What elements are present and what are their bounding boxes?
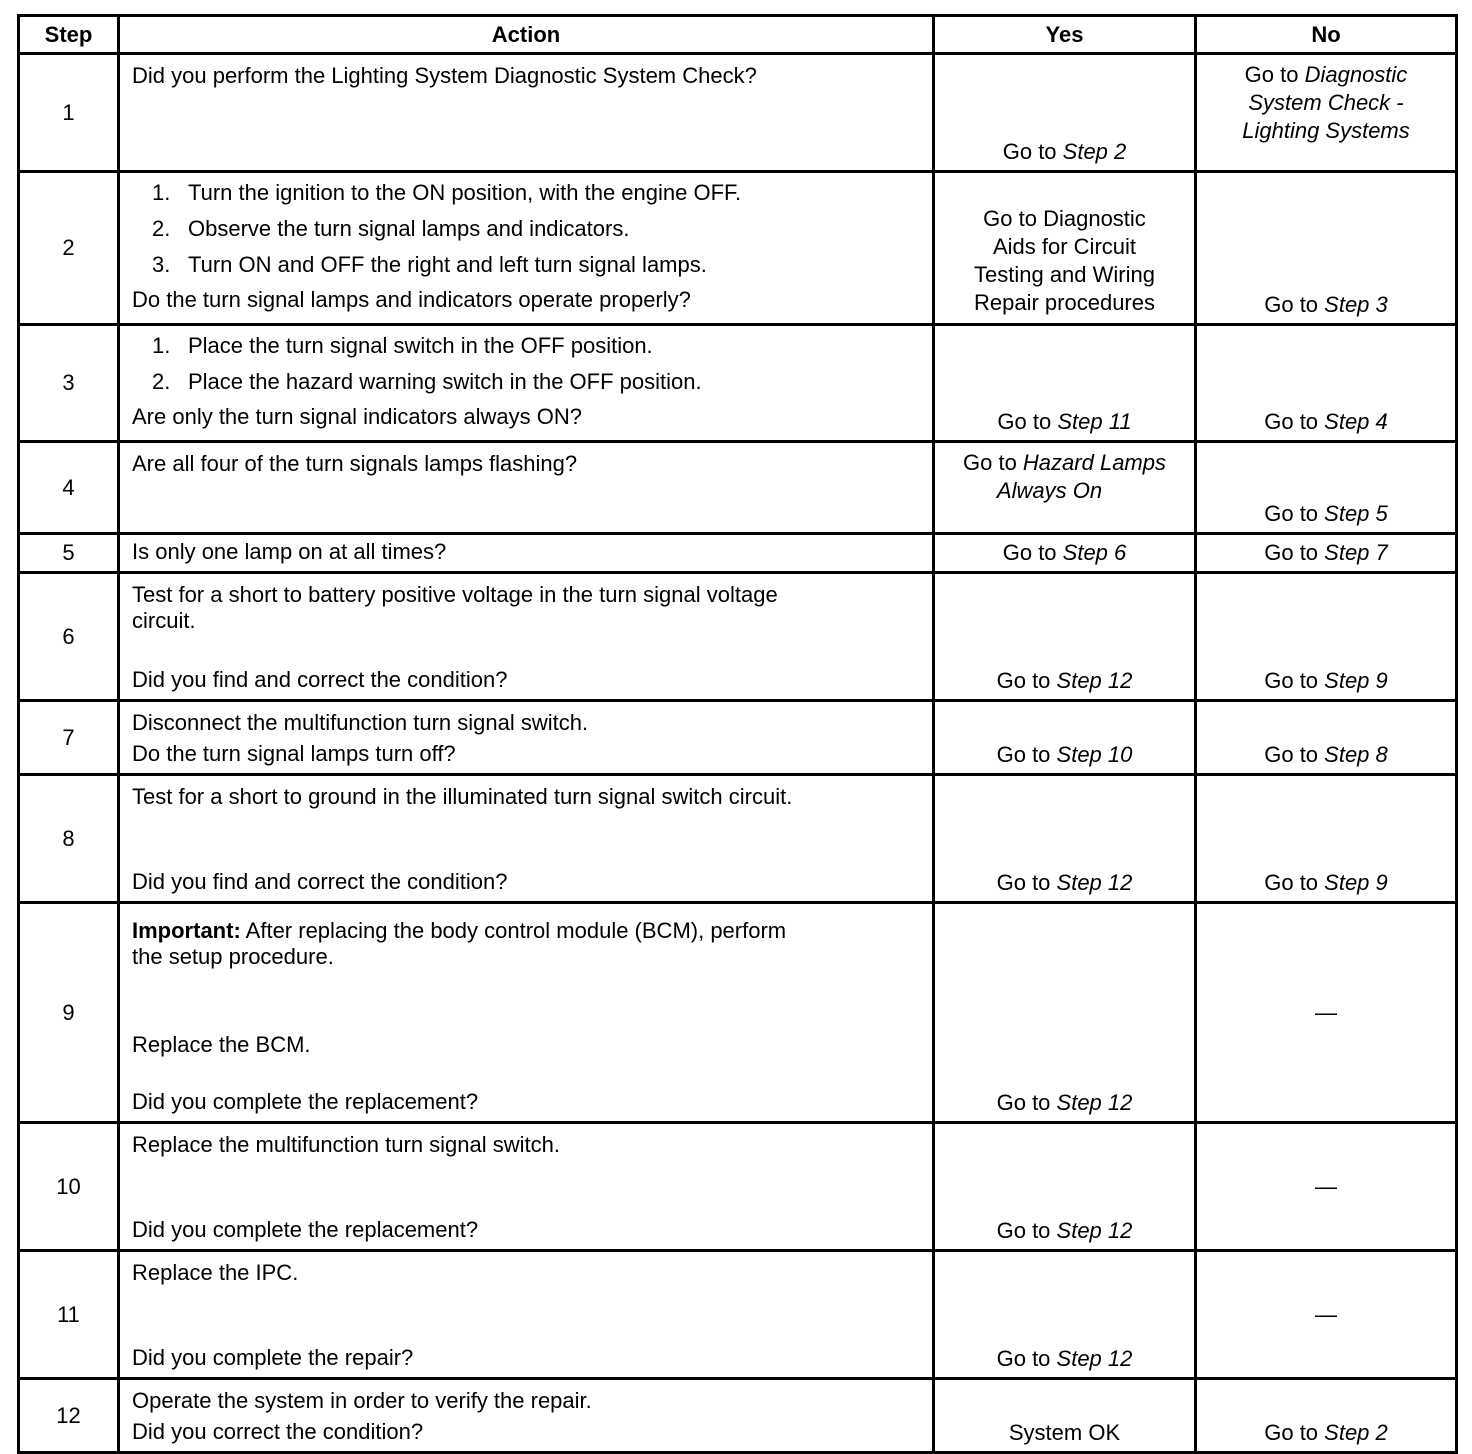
- header-yes: Yes: [934, 16, 1196, 54]
- action-text-line: Test for a short to battery positive voltage in the turn signal voltage: [132, 582, 778, 607]
- table-row: [19, 325, 1457, 442]
- yes-cell: [934, 442, 1196, 534]
- action-cell: [119, 442, 934, 534]
- table-row: [19, 775, 1457, 903]
- table-row: [19, 1379, 1457, 1453]
- no-dash: —: [1315, 999, 1337, 1025]
- no-cell: [1196, 775, 1457, 903]
- yes-goto[interactable]: Go to Step 12: [996, 1346, 1133, 1371]
- step-number: 4: [19, 442, 119, 534]
- yes-cell: [934, 701, 1196, 775]
- no-cell: [1196, 172, 1457, 325]
- no-goto[interactable]: Go to Diagnostic System Check - Lighting Systems: [1242, 62, 1410, 143]
- step-number: 2: [19, 172, 119, 325]
- action-cell: [119, 325, 934, 442]
- yes-cell: [934, 325, 1196, 442]
- header-step: Step: [19, 16, 119, 54]
- yes-cell: [934, 172, 1196, 325]
- action-question: Did you correct the condition?: [132, 1419, 424, 1444]
- no-cell: [1196, 1123, 1457, 1251]
- step-number: 8: [19, 775, 119, 903]
- table-row: [19, 172, 1457, 325]
- yes-goto[interactable]: Go to Step 6: [1002, 540, 1127, 565]
- action-text: Is only one lamp on at all times?: [132, 539, 447, 564]
- header-action: Action: [119, 16, 934, 54]
- yes-cell: [934, 1123, 1196, 1251]
- header-no: No: [1196, 16, 1457, 54]
- list-item: 2. Observe the turn signal lamps and indicators.: [152, 216, 630, 241]
- no-cell: [1196, 325, 1457, 442]
- list-item: 1. Place the turn signal switch in the OFF position.: [152, 333, 653, 358]
- step-number: 6: [19, 573, 119, 701]
- step-number: 5: [19, 534, 119, 573]
- yes-goto[interactable]: Go to Step 12: [996, 870, 1133, 895]
- action-cell: [119, 534, 934, 573]
- action-question: Did you complete the replacement?: [132, 1217, 479, 1242]
- no-cell: [1196, 903, 1457, 1123]
- yes-cell: [934, 1379, 1196, 1453]
- action-cell: [119, 1123, 934, 1251]
- table-row: [19, 1251, 1457, 1379]
- action-text: Disconnect the multifunction turn signal switch.: [132, 710, 589, 735]
- no-goto[interactable]: Go to Step 5: [1264, 501, 1388, 526]
- no-goto[interactable]: Go to Step 2: [1264, 1420, 1388, 1445]
- action-cell: [119, 54, 934, 172]
- yes-goto[interactable]: Go to Step 10: [996, 742, 1133, 767]
- yes-goto[interactable]: Go to Step 2: [1002, 139, 1127, 164]
- table-row: [19, 701, 1457, 775]
- action-question: Do the turn signal lamps and indicators operate properly?: [132, 287, 691, 312]
- no-cell: [1196, 1251, 1457, 1379]
- yes-goto[interactable]: Go to Diagnostic Aids for Circuit Testing and Wiring Repair procedures: [974, 206, 1155, 315]
- diagnostic-table: [17, 14, 1458, 1454]
- important-note-line: the setup procedure.: [132, 944, 334, 969]
- yes-cell: [934, 775, 1196, 903]
- action-text: Are all four of the turn signals lamps flashing?: [132, 451, 578, 476]
- important-note: Important: After replacing the body control module (BCM), perform: [132, 918, 787, 943]
- yes-goto[interactable]: Go to Hazard Lamps Always On: [963, 450, 1166, 503]
- yes-goto[interactable]: Go to Step 12: [996, 1218, 1133, 1243]
- no-cell: [1196, 442, 1457, 534]
- no-cell: [1196, 54, 1457, 172]
- action-text-line: circuit.: [132, 608, 196, 633]
- table-row: [19, 534, 1457, 573]
- action-text: Operate the system in order to verify the repair.: [132, 1388, 592, 1413]
- yes-cell: [934, 1251, 1196, 1379]
- yes-result: System OK: [1008, 1420, 1121, 1445]
- action-text: Replace the multifunction turn signal switch.: [132, 1132, 560, 1157]
- step-number: 7: [19, 701, 119, 775]
- list-item: 2. Place the hazard warning switch in the OFF position.: [152, 369, 702, 394]
- table-row: [19, 54, 1457, 172]
- action-question: Did you complete the repair?: [132, 1345, 414, 1370]
- action-cell: [119, 573, 934, 701]
- action-text: Replace the BCM.: [132, 1032, 311, 1057]
- table-row: [19, 442, 1457, 534]
- no-cell: [1196, 573, 1457, 701]
- no-cell: [1196, 1379, 1457, 1453]
- action-question: Did you find and correct the condition?: [132, 667, 508, 692]
- table-header-row: [19, 16, 1457, 54]
- action-cell: [119, 701, 934, 775]
- step-number: 10: [19, 1123, 119, 1251]
- action-steps-list: [132, 328, 922, 400]
- yes-cell: [934, 903, 1196, 1123]
- step-number: 11: [19, 1251, 119, 1379]
- action-question: Did you complete the replacement?: [132, 1089, 479, 1114]
- action-text: Test for a short to ground in the illuminated turn signal switch circuit.: [132, 784, 793, 809]
- no-goto[interactable]: Go to Step 8: [1264, 742, 1388, 767]
- step-number: 1: [19, 54, 119, 172]
- list-item: 1. Turn the ignition to the ON position, with the engine OFF.: [152, 180, 742, 205]
- table-row: [19, 573, 1457, 701]
- table-row: [19, 1123, 1457, 1251]
- no-cell: [1196, 701, 1457, 775]
- step-number: 12: [19, 1379, 119, 1453]
- table-row: [19, 903, 1457, 1123]
- action-question: Are only the turn signal indicators always ON?: [132, 404, 582, 429]
- action-cell: [119, 1251, 934, 1379]
- no-goto[interactable]: Go to Step 9: [1264, 668, 1388, 693]
- action-text: Did you perform the Lighting System Diagnostic System Check?: [132, 63, 757, 88]
- action-cell: [119, 775, 934, 903]
- yes-goto[interactable]: Go to Step 12: [996, 668, 1133, 693]
- yes-goto[interactable]: Go to Step 12: [996, 1090, 1133, 1115]
- yes-cell: [934, 573, 1196, 701]
- step-number: 9: [19, 903, 119, 1123]
- list-item: 3. Turn ON and OFF the right and left turn signal lamps.: [152, 252, 707, 277]
- action-cell: [119, 903, 934, 1123]
- no-dash: —: [1315, 1301, 1337, 1327]
- no-goto[interactable]: Go to Step 7: [1264, 540, 1388, 565]
- action-steps-list: [132, 175, 922, 283]
- no-goto[interactable]: Go to Step 9: [1264, 870, 1388, 895]
- no-goto[interactable]: Go to Step 4: [1264, 409, 1388, 434]
- action-question: Do the turn signal lamps turn off?: [132, 741, 456, 766]
- yes-cell: [934, 54, 1196, 172]
- no-dash: —: [1315, 1173, 1337, 1199]
- action-question: Did you find and correct the condition?: [132, 869, 508, 894]
- yes-cell: [934, 534, 1196, 573]
- step-number: 3: [19, 325, 119, 442]
- no-goto[interactable]: Go to Step 3: [1264, 292, 1388, 317]
- no-cell: [1196, 534, 1457, 573]
- yes-goto[interactable]: Go to Step 11: [997, 409, 1132, 434]
- action-cell: [119, 172, 934, 325]
- action-text: Replace the IPC.: [132, 1260, 299, 1285]
- action-cell: [119, 1379, 934, 1453]
